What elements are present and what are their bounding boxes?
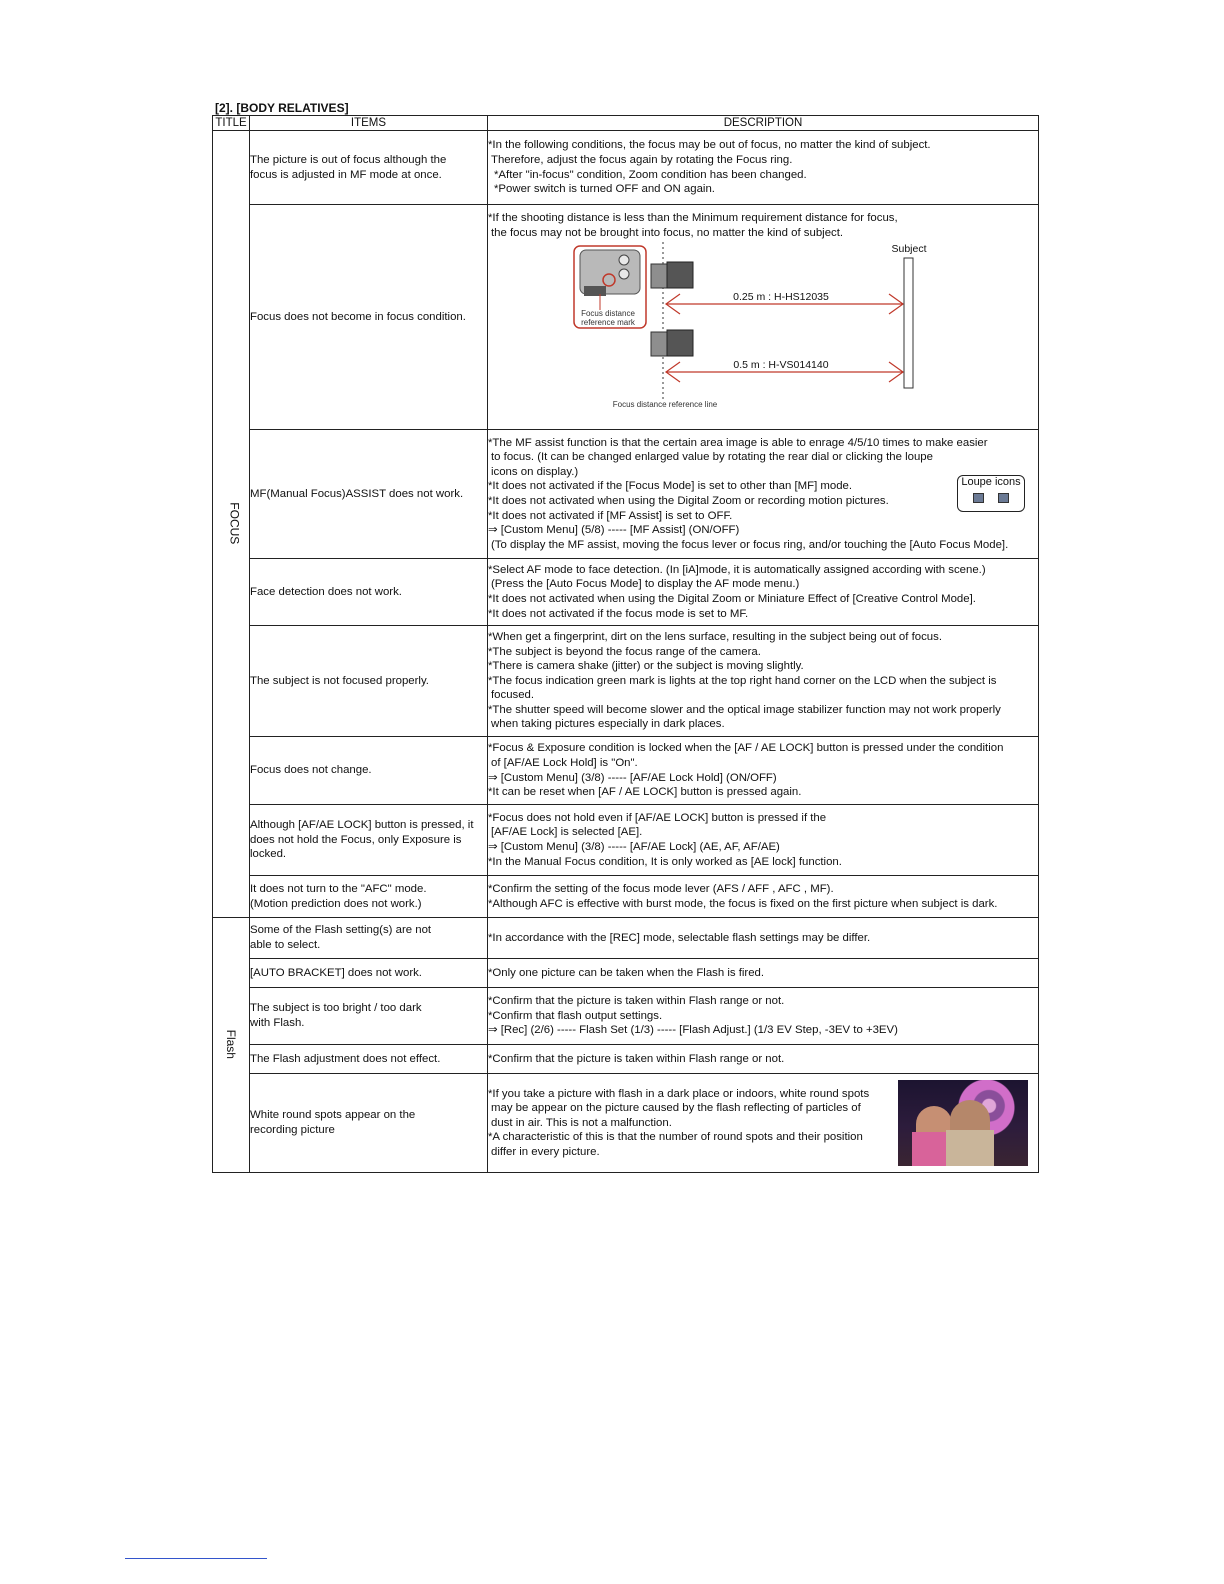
text-line: focus is adjusted in MF mode at once. bbox=[250, 168, 442, 181]
description-cell bbox=[488, 988, 1039, 1045]
text-line: *Although AFC is effective with burst mode, the focus is fixed on the first picture when subject is dark. bbox=[488, 897, 998, 910]
text-line: dust in air. This is not a malfunction. bbox=[491, 1116, 672, 1129]
text-line: *The focus indication green mark is lights at the top right hand corner on the LCD when the subject is bbox=[488, 674, 997, 687]
text-line: does not hold the Focus, only Exposure is bbox=[250, 833, 462, 846]
text-line: *Confirm that the picture is taken within Flash range or not. bbox=[488, 995, 785, 1008]
text-line: *In accordance with the [REC] mode, selectable flash settings may be differ. bbox=[488, 931, 871, 944]
table-row bbox=[213, 430, 1039, 559]
text-line: *The subject is beyond the focus range of the camera. bbox=[488, 645, 761, 658]
text-line: *If the shooting distance is less than the Minimum requirement distance for focus, bbox=[488, 212, 898, 224]
item-cell bbox=[250, 626, 488, 737]
column-header-description: DESCRIPTION bbox=[488, 116, 1039, 131]
text-line: *It can be reset when [AF / AE LOCK] button is pressed again. bbox=[488, 786, 802, 799]
description-cell bbox=[488, 430, 1039, 559]
loupe-icon bbox=[973, 493, 984, 503]
description-cell bbox=[488, 205, 1039, 430]
item-cell bbox=[250, 559, 488, 626]
text-line: focused. bbox=[491, 689, 535, 702]
table-row bbox=[213, 559, 1039, 626]
text-line: ⇒ [Rec] (2/6) ----- Flash Set (1/3) ----- [Flash Adjust.] (1/3 EV Step, -3EV to +3EV) bbox=[488, 1024, 898, 1037]
description-cell bbox=[488, 131, 1039, 205]
text-line: *Power switch is turned OFF and ON again. bbox=[494, 183, 715, 196]
text-line: *If you take a picture with flash in a dark place or indoors, white round spots bbox=[488, 1087, 870, 1100]
item-cell bbox=[250, 1045, 488, 1074]
reference-line-label: Focus distance reference line bbox=[612, 400, 718, 410]
table-row bbox=[213, 131, 1039, 205]
loupe-icons-box bbox=[957, 475, 1025, 512]
text-line: White round spots appear on the bbox=[250, 1109, 416, 1122]
text-line: to focus. (It can be changed enlarged value by rotating the rear dial or clicking the loupe bbox=[491, 451, 933, 464]
troubleshooting-table bbox=[212, 115, 1039, 1173]
text-line: *In the Manual Focus condition, It is only worked as [AE lock] function. bbox=[488, 855, 842, 868]
lens-icon bbox=[667, 330, 693, 356]
text-line: MF(Manual Focus)ASSIST does not work. bbox=[250, 487, 464, 500]
description-cell bbox=[488, 737, 1039, 805]
table-row bbox=[213, 959, 1039, 988]
text-line: differ in every picture. bbox=[491, 1145, 600, 1158]
text-line: [AUTO BRACKET] does not work. bbox=[250, 966, 422, 979]
text-line: *It does not activated when using the Digital Zoom or recording motion pictures. bbox=[488, 495, 889, 507]
item-cell bbox=[250, 430, 488, 559]
description-cell bbox=[488, 1045, 1039, 1074]
text-line: *There is camera shake (jitter) or the subject is moving slightly. bbox=[488, 660, 804, 673]
section-heading: [2]. [BODY RELATIVES] bbox=[215, 101, 349, 115]
text-line: *Focus & Exposure condition is locked when the [AF / AE LOCK] button is pressed under the condition bbox=[488, 742, 1004, 755]
text-line: when taking pictures especially in dark places. bbox=[491, 718, 725, 731]
person-figure bbox=[946, 1130, 994, 1166]
text-line: (Motion prediction does not work.) bbox=[250, 897, 422, 910]
text-line: *Focus does not hold even if [AF/AE LOCK] button is pressed if the bbox=[488, 811, 827, 824]
lens-icon bbox=[667, 262, 693, 288]
text-line: may be appear on the picture caused by the flash reflecting of particles of bbox=[491, 1102, 861, 1115]
table-row bbox=[213, 918, 1039, 959]
text-line: (Press the [Auto Focus Mode] to display the AF mode menu.) bbox=[491, 578, 800, 591]
text-line: *Confirm that the picture is taken within Flash range or not. bbox=[488, 1052, 785, 1065]
dial-icon bbox=[619, 269, 629, 279]
description-cell bbox=[488, 559, 1039, 626]
item-cell bbox=[250, 988, 488, 1045]
text-line: (To display the MF assist, moving the focus lever or focus ring, and/or touching the [Auto Focus Mode]. bbox=[491, 538, 1009, 551]
item-cell bbox=[250, 205, 488, 430]
table-row bbox=[213, 626, 1039, 737]
text-line: *It does not activated if [MF Assist] is set to OFF. bbox=[488, 509, 733, 522]
text-line: with Flash. bbox=[250, 1017, 305, 1029]
text-line: the focus may not be brought into focus, no matter the kind of subject. bbox=[491, 226, 844, 239]
text-line: Some of the Flash setting(s) are not bbox=[250, 924, 432, 937]
text-line: *Confirm the setting of the focus mode lever (AFS / AFF , AFC , MF). bbox=[488, 882, 834, 895]
text-line: *It does not activated if the focus mode is set to MF. bbox=[488, 607, 749, 620]
camera-icon bbox=[651, 264, 667, 288]
text-line: *The MF assist function is that the certain area image is able to enrage 4/5/10 times to make easier bbox=[488, 436, 988, 449]
table-row bbox=[213, 805, 1039, 876]
description-cell bbox=[488, 1074, 1039, 1173]
subject-label: Subject bbox=[891, 243, 927, 256]
text-line: The subject is not focused properly. bbox=[250, 674, 429, 687]
text-line: *The shutter speed will become slower and the optical image stabilizer function may not work properly bbox=[488, 703, 1001, 716]
column-header-title: TITLE bbox=[213, 116, 250, 131]
text-line: *It does not activated if the [Focus Mode] is set to other than [MF] mode. bbox=[488, 480, 853, 493]
text-line: The subject is too bright / too dark bbox=[250, 1002, 422, 1015]
description-cell bbox=[488, 959, 1039, 988]
text-line: The picture is out of focus although the bbox=[250, 153, 447, 166]
text-line: icons on display.) bbox=[491, 465, 579, 478]
table-row bbox=[213, 1045, 1039, 1074]
text-line: recording picture bbox=[250, 1124, 335, 1136]
group-title-focus: FOCUS bbox=[213, 131, 250, 918]
dial-icon bbox=[619, 255, 629, 265]
item-cell bbox=[250, 876, 488, 918]
text-line: The Flash adjustment does not effect. bbox=[250, 1052, 441, 1065]
description-text bbox=[488, 211, 1038, 240]
header-row bbox=[213, 116, 1039, 131]
description-cell bbox=[488, 626, 1039, 737]
text-line: Face detection does not work. bbox=[250, 585, 402, 598]
focus-distance-diagram bbox=[488, 240, 1033, 412]
text-line: *A characteristic of this is that the number of round spots and their position bbox=[488, 1131, 863, 1144]
mark-label-2: reference mark bbox=[581, 318, 635, 328]
text-line: Although [AF/AE LOCK] button is pressed, it bbox=[250, 819, 474, 832]
table-row bbox=[213, 876, 1039, 918]
text-line: *After "in-focus" condition, Zoom condition has been changed. bbox=[494, 168, 807, 181]
loupe-icon bbox=[998, 493, 1009, 503]
text-line: Focus does not change. bbox=[250, 764, 372, 777]
text-line: Therefore, adjust the focus again by rotating the Focus ring. bbox=[491, 153, 793, 166]
description-cell bbox=[488, 876, 1039, 918]
footer-rule bbox=[125, 1558, 267, 1559]
item-cell bbox=[250, 918, 488, 959]
strap-icon bbox=[584, 286, 606, 296]
item-cell bbox=[250, 131, 488, 205]
column-header-items: ITEMS bbox=[250, 116, 488, 131]
text-line: *In the following conditions, the focus may be out of focus, no matter the kind of subject. bbox=[488, 139, 931, 152]
table-row bbox=[213, 1074, 1039, 1173]
table-row bbox=[213, 988, 1039, 1045]
text-line: *Select AF mode to face detection. (In [iA]mode, it is automatically assigned according with scene.) bbox=[488, 563, 986, 576]
item-cell bbox=[250, 805, 488, 876]
text-line: of [AF/AE Lock Hold] is "On". bbox=[491, 756, 638, 769]
mark-label-1: Focus distance bbox=[581, 309, 635, 319]
text-line: ⇒ [Custom Menu] (3/8) ----- [AF/AE Lock] (AE, AF, AF/AE) bbox=[488, 841, 780, 853]
item-cell bbox=[250, 737, 488, 805]
text-line: *It does not activated when using the Digital Zoom or Miniature Effect of [Creative Control Mode]. bbox=[488, 593, 976, 605]
subject-marker bbox=[904, 258, 913, 388]
text-line: *Only one picture can be taken when the Flash is fired. bbox=[488, 966, 765, 979]
text-line: ⇒ [Custom Menu] (3/8) ----- [AF/AE Lock Hold] (ON/OFF) bbox=[488, 771, 777, 784]
text-line: ⇒ [Custom Menu] (5/8) ----- [MF Assist] (ON/OFF) bbox=[488, 524, 740, 537]
description-cell bbox=[488, 805, 1039, 876]
text-line: locked. bbox=[250, 848, 287, 861]
table-row bbox=[213, 205, 1039, 430]
item-cell bbox=[250, 1074, 488, 1173]
text-line: It does not turn to the "AFC" mode. bbox=[250, 882, 427, 895]
text-line: *Confirm that flash output settings. bbox=[488, 1009, 663, 1022]
distance-label-2: 0.5 m : H-VS014140 bbox=[733, 359, 829, 372]
camera-icon bbox=[651, 332, 667, 356]
text-line: *When get a fingerprint, dirt on the lens surface, resulting in the subject being out of focus. bbox=[488, 630, 942, 643]
group-title-flash: Flash bbox=[213, 918, 250, 1173]
text-line: Focus does not become in focus condition. bbox=[250, 310, 466, 323]
sample-flash-photo bbox=[898, 1080, 1028, 1166]
text-line: [AF/AE Lock] is selected [AE]. bbox=[491, 826, 643, 839]
description-cell bbox=[488, 918, 1039, 959]
description-text bbox=[488, 436, 1038, 553]
item-cell bbox=[250, 959, 488, 988]
table-row bbox=[213, 737, 1039, 805]
loupe-label: Loupe icons bbox=[961, 476, 1021, 488]
distance-label-1: 0.25 m : H-HS12035 bbox=[733, 291, 829, 304]
text-line: able to select. bbox=[250, 939, 321, 951]
